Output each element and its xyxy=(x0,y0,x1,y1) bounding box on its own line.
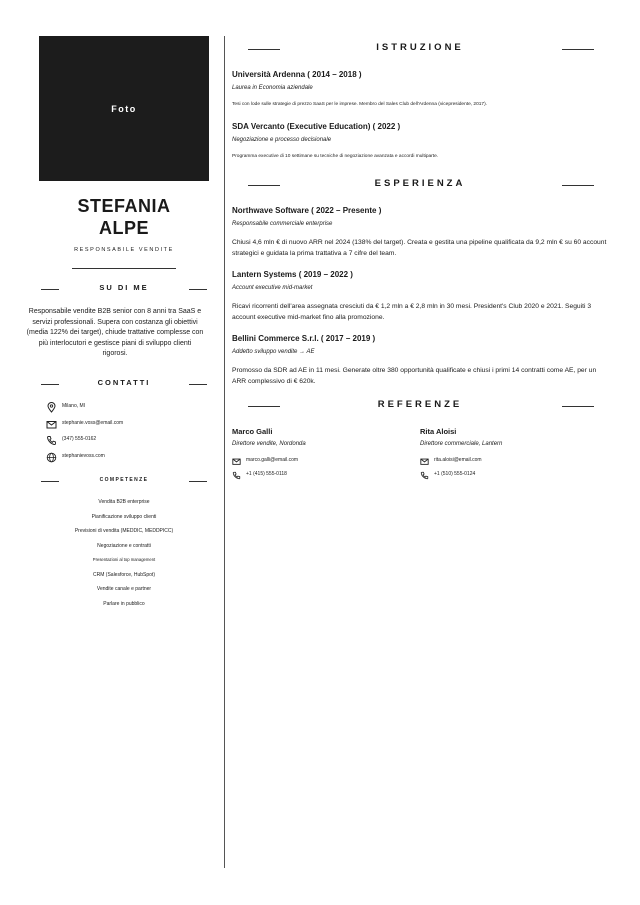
candidate-name xyxy=(39,195,209,239)
education-desc: Tesi con lode sulle strategie di prezzo SaaS per le imprese. Membro del Sales Club dell'Ardenna (vicepresidente, 2017). xyxy=(232,102,488,107)
references-heading-text: REFERENZE xyxy=(377,399,463,410)
column-divider xyxy=(224,36,225,868)
education-title: SDA Vercanto (Executive Education) ( 2022 ) xyxy=(232,122,401,131)
about-heading-text: SU DI ME xyxy=(99,283,149,292)
contact-website-text[interactable]: stephanievoss.com xyxy=(62,453,105,459)
reference-email[interactable] xyxy=(420,457,600,467)
reference-phone[interactable] xyxy=(232,471,412,481)
skill-item: Negoziazione e contratti xyxy=(97,542,151,549)
reference-name: Marco Galli xyxy=(232,427,273,436)
education-subtitle: Negoziazione e processo decisionale xyxy=(232,137,332,143)
reference-phone-text[interactable]: +1 (415) 555-0118 xyxy=(246,471,287,477)
about-heading xyxy=(39,283,209,293)
name-divider xyxy=(72,268,176,269)
contacts-heading xyxy=(39,378,209,388)
experience-title: Bellini Commerce S.r.l. ( 2017 – 2019 ) xyxy=(232,334,376,343)
reference-email-text[interactable]: marco.galli@email.com xyxy=(246,457,299,463)
skill-item: Vendita B2B enterprise xyxy=(98,499,150,505)
reference-phone-text[interactable]: +1 (510) 555-0124 xyxy=(434,471,476,477)
envelope-icon xyxy=(46,419,57,430)
experience-subtitle: Addetto sviluppo vendite → AE xyxy=(232,349,315,355)
reference-role: Direttore commerciale, Lantern xyxy=(420,441,503,447)
contact-phone-text[interactable]: (347) 555-0162 xyxy=(62,436,97,442)
experience-title: Northwave Software ( 2022 – Presente ) xyxy=(232,206,382,215)
experience-desc: Ricavi ricorrenti dell'area assegnata cresciuti da € 1,2 mln a € 2,8 mln in 30 mesi. President's Club 2020 e 2021. Seguiti 3 account executive mid-market fino alla promozione. xyxy=(232,303,592,321)
reference-role: Direttore vendite, Nordonda xyxy=(232,441,306,447)
education-heading xyxy=(246,42,594,54)
skill-item: Presentazioni al top management xyxy=(92,557,156,562)
candidate-first-name: STEFANIA xyxy=(77,196,171,216)
experience-desc: Chiusi 4,6 mln € di nuovo ARR nel 2024 (138% del target). Creata e gestita una pipeline qualificata da 9,2 mln € su 60 account strategici e guidata la prima trattativa a 7 cifre del team. xyxy=(232,239,607,257)
about-text: Responsabile vendite B2B senior con 8 anni tra SaaS e servizi professionali. Supera con costanza gli obiettivi (media 122% dei target), chiude trattative complesse con più interlocutori e gestisce piani di sviluppo clienti rigorosi. xyxy=(26,308,204,357)
experience-title: Lantern Systems ( 2019 – 2022 ) xyxy=(232,270,353,279)
contact-location xyxy=(46,402,216,414)
phone-icon xyxy=(232,471,241,480)
candidate-last-name: ALPE xyxy=(98,218,149,238)
contact-website[interactable] xyxy=(46,452,216,464)
references-heading xyxy=(246,399,594,411)
contact-email-text[interactable]: stephanie.voss@email.com xyxy=(62,420,124,426)
envelope-icon xyxy=(232,457,241,466)
education-subtitle: Laurea in Economia aziendale xyxy=(232,85,313,91)
profile-photo-placeholder xyxy=(39,36,209,181)
location-pin-icon xyxy=(46,402,57,413)
candidate-role: RESPONSABILE VENDITE xyxy=(74,247,174,253)
reference-email-text[interactable]: rita.aloisi@email.com xyxy=(434,457,482,463)
left-column xyxy=(0,0,225,905)
skill-item: Parlare in pubblico xyxy=(103,600,145,607)
experience-desc: Promosso da SDR ad AE in 11 mesi. Generate oltre 380 opportunità qualificate e chiusi i primi 14 contratti come AE, per un ARR complessivo di € 620k. xyxy=(232,367,597,385)
experience-heading xyxy=(246,178,594,190)
experience-subtitle: Responsabile commerciale enterprise xyxy=(232,221,333,227)
education-title: Università Ardenna ( 2014 – 2018 ) xyxy=(232,70,362,79)
skills-list xyxy=(39,497,209,613)
phone-icon xyxy=(46,435,57,446)
contact-phone[interactable] xyxy=(46,435,216,447)
experience-heading-text: ESPERIENZA xyxy=(374,178,466,189)
envelope-icon xyxy=(420,457,429,466)
photo-label: Foto xyxy=(111,103,137,114)
skill-item: CRM (Salesforce, HubSpot) xyxy=(93,571,155,578)
reference-phone[interactable] xyxy=(420,471,600,481)
reference-email[interactable] xyxy=(232,457,412,467)
reference-name: Rita Aloisi xyxy=(420,427,457,436)
contact-location-text: Milano, MI xyxy=(62,403,86,409)
skill-item: Vendite canale e partner xyxy=(96,586,152,592)
phone-icon xyxy=(420,471,429,480)
skill-item: Previsioni di vendita (MEDDIC, MEDDPICC) xyxy=(74,528,174,534)
education-desc: Programma executive di 10 settimane su tecniche di negoziazione avanzata e accordi multiparte. xyxy=(232,154,439,159)
skills-heading-text: COMPETENZE xyxy=(99,477,149,483)
globe-icon xyxy=(46,452,57,463)
contacts-heading-text: CONTATTI xyxy=(97,378,151,387)
skills-heading xyxy=(39,475,209,485)
experience-subtitle: Account executive mid-market xyxy=(232,285,313,291)
education-heading-text: ISTRUZIONE xyxy=(376,42,464,53)
skill-item: Pianificazione sviluppo clienti xyxy=(91,513,157,520)
contact-email[interactable] xyxy=(46,419,216,431)
